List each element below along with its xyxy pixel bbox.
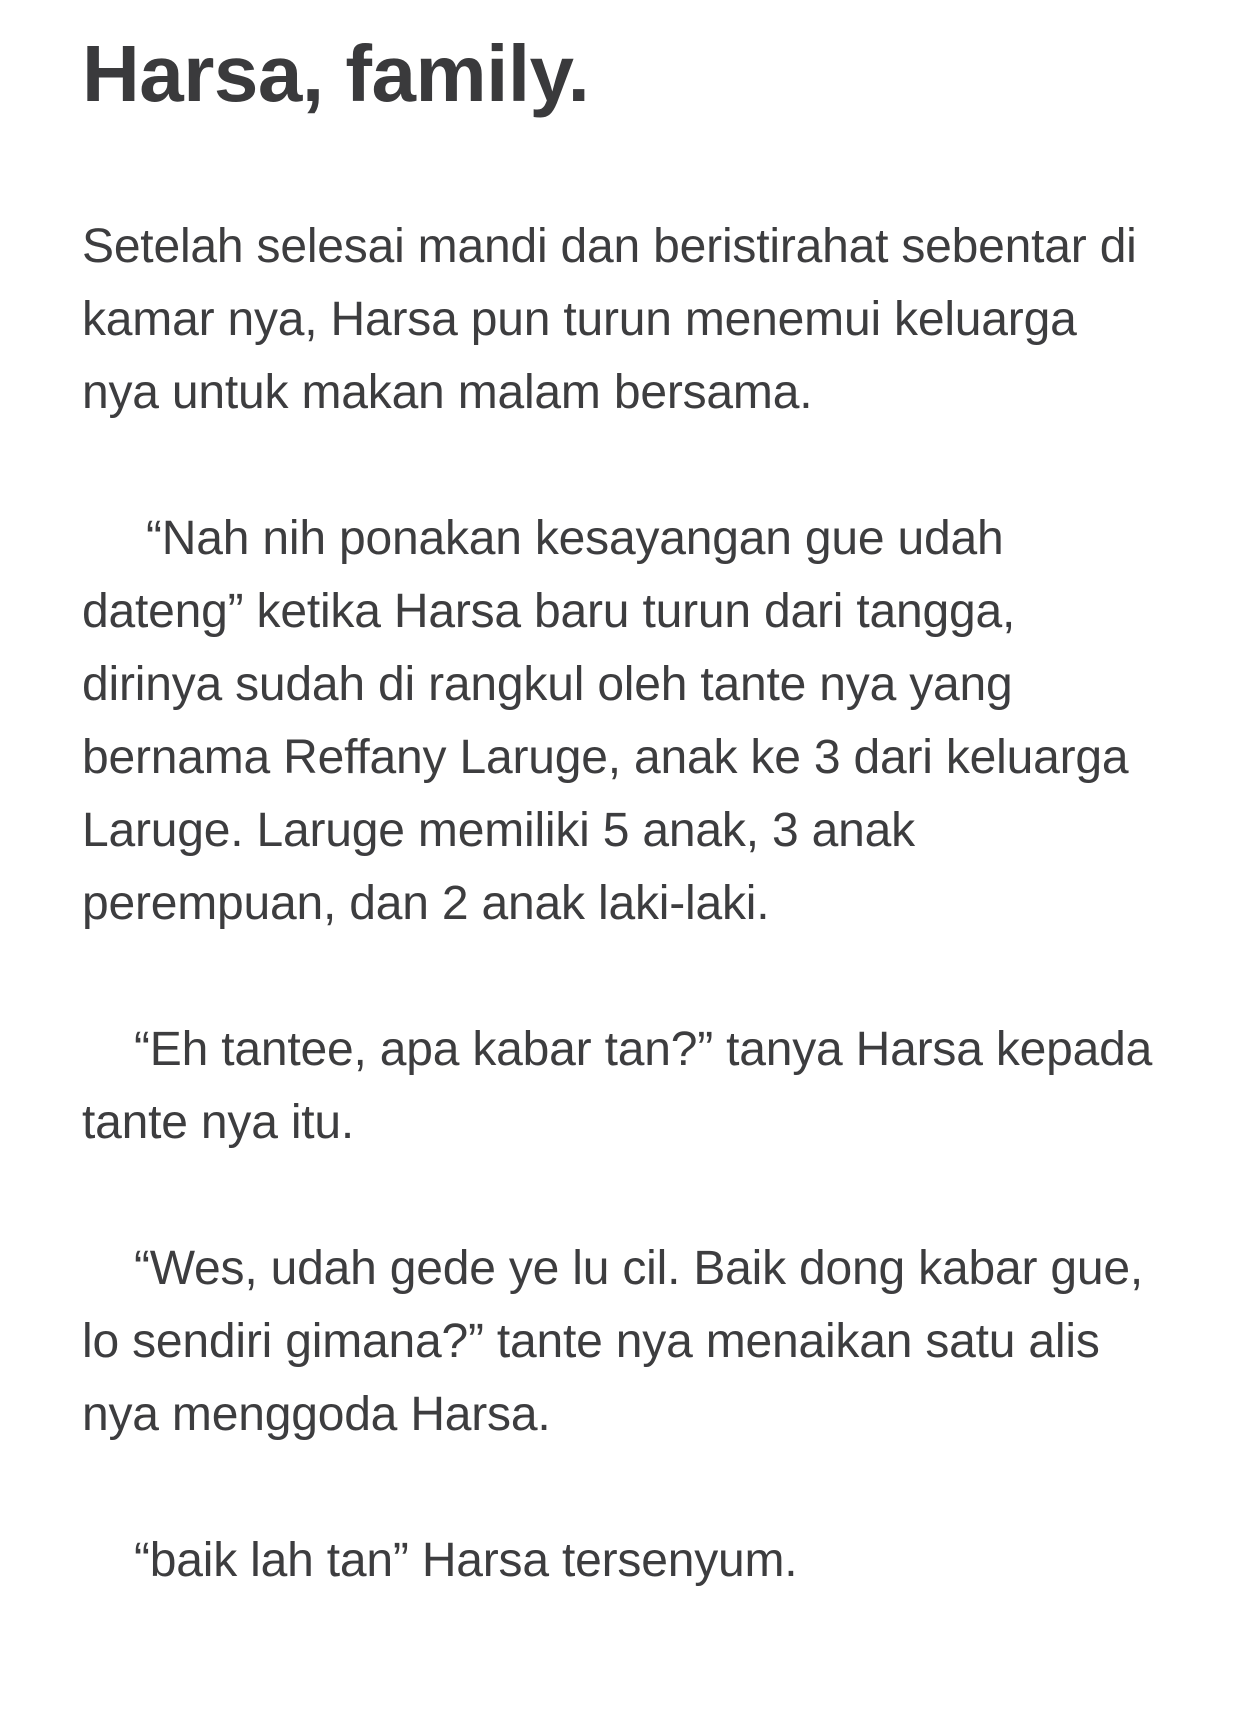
article xyxy=(82,22,1166,1597)
paragraph-2: “Nah nih ponakan kesayangan gue udah dateng” ketika Harsa baru turun dari tangga, dirinya sudah di rangkul oleh tante nya yang bernama Reffany Laruge, anak ke 3 dari keluarga Laruge. Laruge memiliki 5 anak, 3 anak perempuan, dan 2 anak laki-laki. xyxy=(82,512,1142,930)
paragraph-4: “Wes, udah gede ye lu cil. Baik dong kabar gue, lo sendiri gimana?” tante nya menaikan satu alis nya menggoda Harsa. xyxy=(82,1242,1157,1441)
article-title: Harsa, family. xyxy=(82,29,590,118)
paragraph-5: “baik lah tan” Harsa tersenyum. xyxy=(134,1534,798,1587)
paragraph-3: “Eh tantee, apa kabar tan?” tanya Harsa kepada tante nya itu. xyxy=(82,1023,1166,1149)
paragraph-1: Setelah selesai mandi dan beristirahat sebentar di kamar nya, Harsa pun turun menemui keluarga nya untuk makan malam bersama. xyxy=(82,220,1150,419)
